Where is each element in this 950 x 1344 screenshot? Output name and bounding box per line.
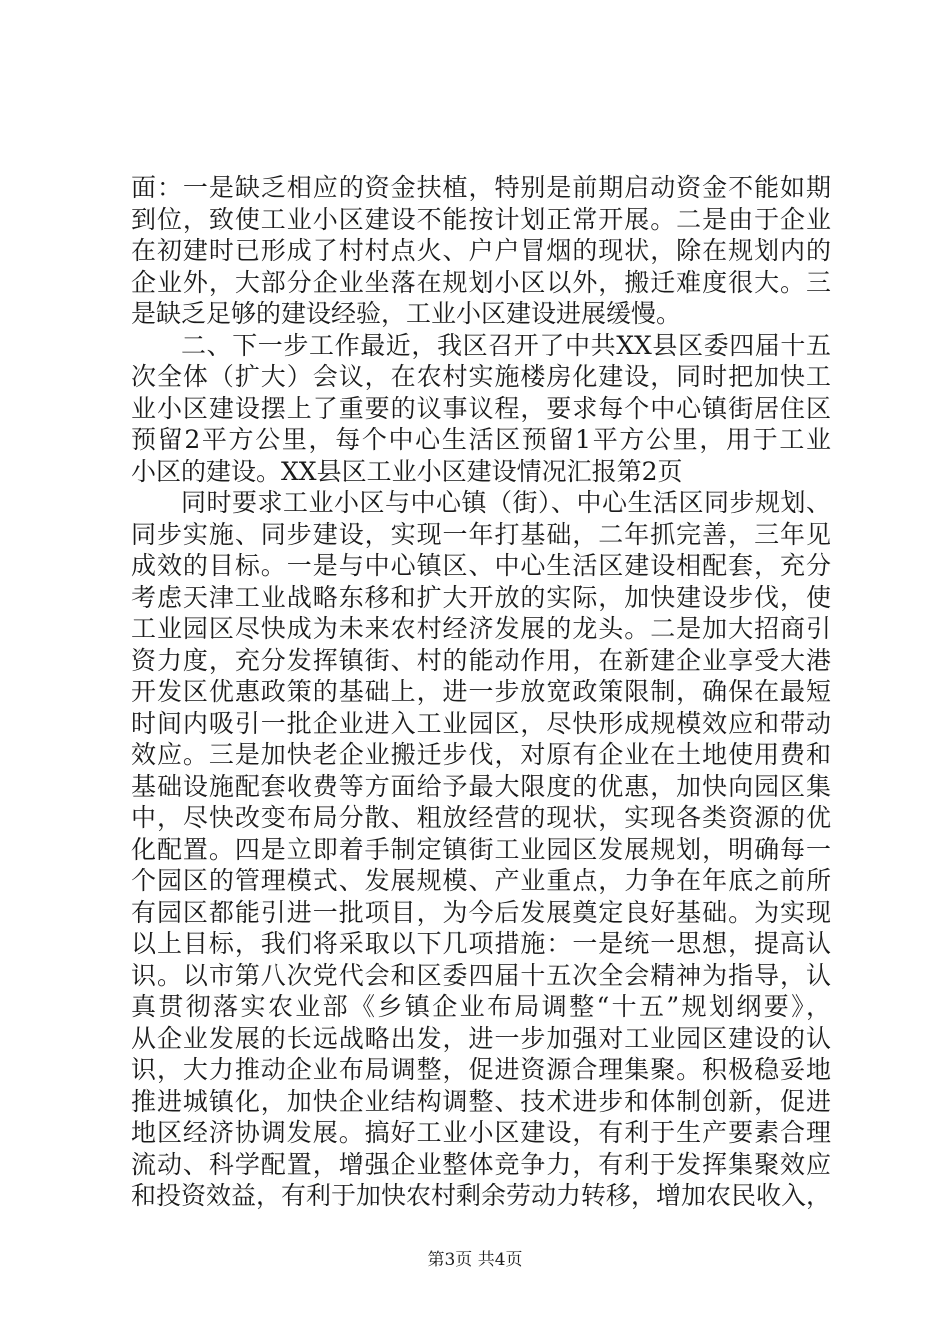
text-line: 推进城镇化，加快企业结构调整、技术进步和体制创新，促进 <box>131 1086 831 1116</box>
text-line: 流动、科学配置，增强企业整体竞争力，有利于发挥集聚效应 <box>131 1149 831 1179</box>
text-line: 在初建时已形成了村村点火、户户冒烟的现状，除在规划内的 <box>131 236 831 265</box>
text-line: 个园区的管理模式、发展规模、产业重点，力争在年底之前所 <box>131 866 831 895</box>
text-line: 工业园区尽快成为未来农村经济发展的龙头。二是加大招商引 <box>131 614 831 643</box>
text-line: 成效的目标。一是与中心镇区、中心生活区建设相配套，充分 <box>131 551 831 580</box>
text-line: 企业外，大部分企业坐落在规划小区以外，搬迁难度很大。三 <box>131 267 831 297</box>
text-line: 次全体（扩大）会议，在农村实施楼房化建设，同时把加快工 <box>131 362 831 391</box>
text-line: 面：一是缺乏相应的资金扶植，特别是前期启动资金不能如期 <box>131 173 831 202</box>
text-line: 资力度，充分发挥镇街、村的能动作用，在新建企业享受大港 <box>131 645 831 675</box>
text-line: 同时要求工业小区与中心镇（街）、中心生活区同步规划、 <box>181 488 831 517</box>
text-line: 和投资效益，有利于加快农村剩余劳动力转移，增加农民收入， <box>131 1181 832 1210</box>
text-line: 二、下一步工作最近，我区召开了中共XX县区委四届十五 <box>181 330 831 360</box>
text-line: 是缺乏足够的建设经验，工业小区建设进展缓慢。 <box>131 299 682 328</box>
text-line: 效应。三是加快老企业搬迁步伐，对原有企业在土地使用费和 <box>131 740 831 769</box>
text-line: 识，大力推动企业布局调整，促进资源合理集聚。积极稳妥地 <box>131 1055 831 1084</box>
text-line: 地区经济协调发展。搞好工业小区建设，有利于生产要素合理 <box>131 1118 831 1147</box>
text-line: 时间内吸引一批企业进入工业园区，尽快形成规模效应和带动 <box>131 708 831 738</box>
text-line: 化配置。四是立即着手制定镇街工业园区发展规划，明确每一 <box>131 834 831 864</box>
paragraph <box>131 487 831 1212</box>
text-line: 有园区都能引进一批项目，为今后发展奠定良好基础。为实现 <box>131 897 831 927</box>
text-line: 小区的建设。XX县区工业小区建设情况汇报第2页 <box>131 456 683 486</box>
text-line: 识。以市第八次党代会和区委四届十五次全会精神为指导，认 <box>131 960 831 990</box>
paragraph <box>131 330 831 488</box>
text-line: 预留2平方公里，每个中心生活区预留1平方公里，用于工业 <box>131 425 831 454</box>
page-footer: 第3页 共4页 <box>427 1250 523 1270</box>
text-line: 中，尽快改变布局分散、粗放经营的现状，实现各类资源的优 <box>131 803 831 832</box>
text-line: 同步实施、同步建设，实现一年打基础，二年抓完善，三年见 <box>131 519 831 549</box>
text-line: 从企业发展的长远战略出发，进一步加强对工业园区建设的认 <box>131 1023 831 1053</box>
text-line: 业小区建设摆上了重要的议事议程，要求每个中心镇街居住区 <box>131 393 831 423</box>
text-line: 以上目标，我们将采取以下几项措施：一是统一思想，提高认 <box>131 929 831 958</box>
text-line: 真贯彻落实农业部《乡镇企业布局调整“十五”规划纲要》， <box>131 992 831 1021</box>
text-line: 开发区优惠政策的基础上，进一步放宽政策限制，确保在最短 <box>131 677 831 706</box>
paragraph <box>131 172 831 330</box>
text-line: 基础设施配套收费等方面给予最大限度的优惠，加快向园区集 <box>131 771 831 801</box>
text-line: 考虑天津工业战略东移和扩大开放的实际，加快建设步伐，使 <box>131 582 831 612</box>
text-line: 到位，致使工业小区建设不能按计划正常开展。二是由于企业 <box>131 204 831 234</box>
document-body <box>131 172 831 1212</box>
